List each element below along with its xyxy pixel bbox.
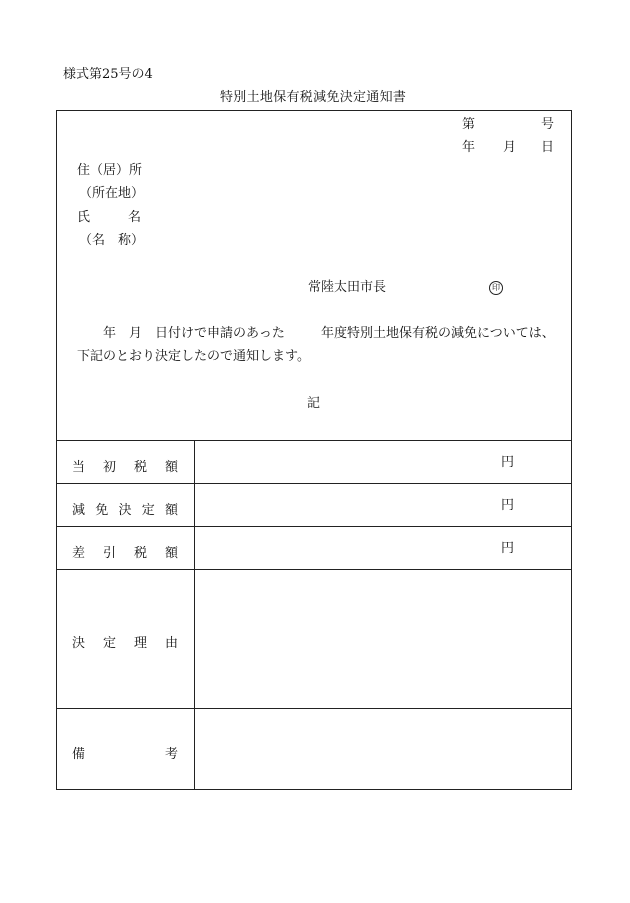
- date-month: 月: [503, 140, 517, 155]
- reduction-amount-label: 減 免 決 定 額: [72, 503, 178, 518]
- number-suffix: 号: [541, 117, 555, 132]
- location-label: （所在地）: [79, 186, 145, 201]
- initial-tax-label: 当 初 税 額: [72, 460, 178, 475]
- body-month: 月: [129, 326, 143, 341]
- name-label-first: 氏: [77, 210, 91, 225]
- net-tax-label: 差 引 税 額: [72, 546, 178, 561]
- date-day: 日: [541, 140, 555, 155]
- row-divider: [56, 483, 572, 484]
- body-year: 年: [103, 326, 117, 341]
- decision-reason-label: 決 定 理 由: [72, 636, 178, 651]
- net-tax-unit: 円: [501, 541, 515, 556]
- issuer: 常陸太田市長: [308, 280, 387, 295]
- ki-heading: 記: [307, 396, 321, 411]
- body-line-2: 下記のとおり決定したので通知します。: [77, 349, 310, 364]
- remarks-label: 備 考: [72, 747, 178, 762]
- row-divider: [56, 526, 572, 527]
- form-number: 様式第25号の4: [63, 67, 153, 82]
- seal-mark: 印: [489, 281, 503, 295]
- column-divider: [194, 440, 195, 790]
- row-divider: [56, 440, 572, 441]
- initial-tax-unit: 円: [501, 455, 515, 470]
- name-label-second: 名: [128, 210, 142, 225]
- body-application-text: 日付けで申請のあった: [155, 326, 285, 341]
- corporate-name-label: （名 称）: [79, 233, 145, 248]
- document-title: 特別土地保有税減免決定通知書: [220, 90, 407, 105]
- row-divider: [56, 708, 572, 709]
- address-label: 住（居）所: [77, 163, 143, 178]
- number-prefix: 第: [462, 117, 476, 132]
- body-fiscal-year-text: 年度特別土地保有税の減免については、: [321, 326, 555, 341]
- date-year: 年: [462, 140, 476, 155]
- reduction-amount-unit: 円: [501, 498, 515, 513]
- row-divider: [56, 569, 572, 570]
